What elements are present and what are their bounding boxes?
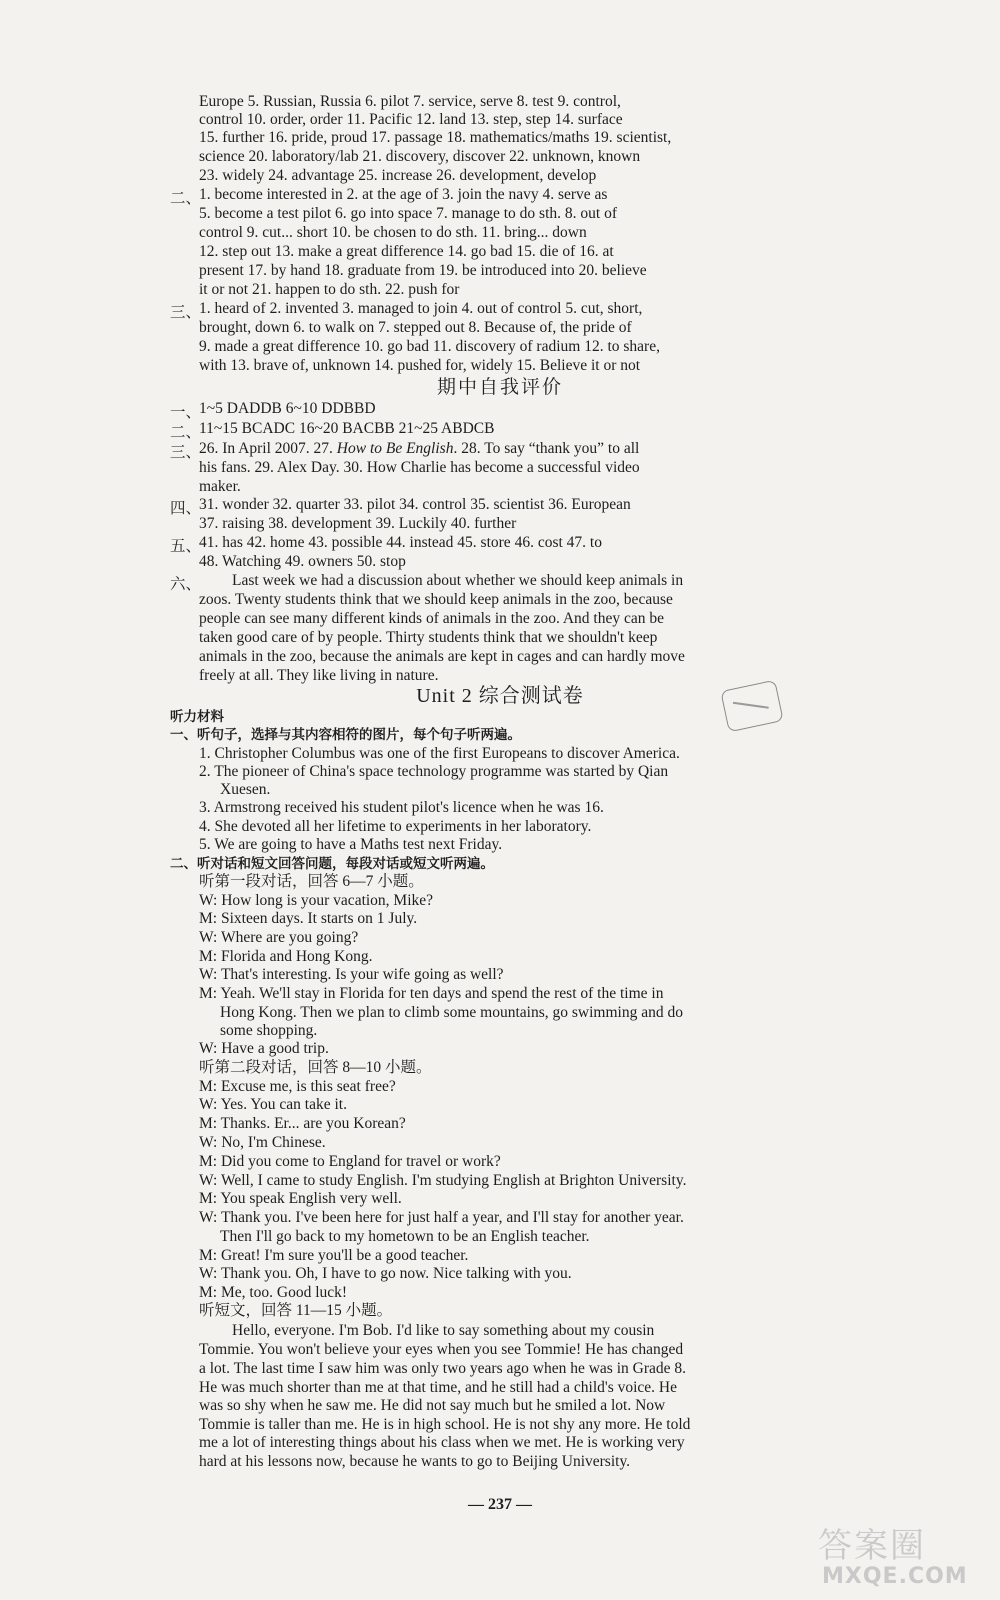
- answer-line: science 20. laboratory/lab 21. discovery, discover 22. unknown, known: [199, 148, 641, 165]
- section-marker: 六、: [170, 576, 202, 593]
- dialogue-line: W: Well, I came to study English. I'm studying English at Brighton University.: [199, 1172, 687, 1189]
- answer-line: 11~15 BCADC 16~20 BACBB 21~25 ABDCB: [199, 420, 495, 437]
- essay-line: taken good care of by people. Thirty students think that we shouldn't keep: [199, 629, 658, 646]
- question-heading: 二、听对话和短文回答问题，每段对话或短文听两遍。: [170, 856, 494, 872]
- passage-line: Hello, everyone. I'm Bob. I'd like to say something about my cousin: [232, 1322, 655, 1339]
- answer-line: with 13. brave of, unknown 14. pushed for, widely 15. Believe it or not: [199, 357, 641, 374]
- answer-line: 1. become interested in 2. at the age of 3. join the navy 4. serve as: [199, 186, 608, 203]
- answer-line: 15. further 16. pride, proud 17. passage 18. mathematics/maths 19. scientist,: [199, 129, 672, 146]
- dialogue-line: Then I'll go back to my hometown to be an English teacher.: [220, 1228, 590, 1245]
- answer-line: Europe 5. Russian, Russia 6. pilot 7. service, serve 8. test 9. control,: [199, 93, 621, 110]
- essay-line: people can see many different kinds of animals in the zoo. And they can be: [199, 610, 664, 627]
- answer-text: 26. In April 2007. 27.: [199, 440, 337, 457]
- listening-sentence: 3. Armstrong received his student pilot's licence when he was 16.: [199, 799, 604, 816]
- passage-line: was so shy when he saw me. He did not say much but he smiled a lot. Now: [199, 1397, 666, 1414]
- passage-line: Tommie is taller than me. He is in high school. He is not shy any more. He told: [199, 1416, 691, 1433]
- passage-line: Tommie. You won't believe your eyes when you see Tommie! He has changed: [199, 1341, 684, 1358]
- section-marker: 四、: [170, 500, 202, 517]
- watermark-logo: [810, 1518, 990, 1594]
- dialogue-line: M: You speak English very well.: [199, 1190, 402, 1207]
- watermark-text: 答案圈: [818, 1526, 926, 1566]
- question-heading: 一、听句子，选择与其内容相符的图片，每个句子听两遍。: [170, 727, 521, 743]
- answer-line: 41. has 42. home 43. possible 44. instead 45. store 46. cost 47. to: [199, 534, 602, 551]
- passage-line: 听短文，回答 11—15 小题。: [199, 1302, 393, 1319]
- listening-sentence: Xuesen.: [220, 781, 271, 798]
- section-marker: 三、: [170, 444, 202, 461]
- page-number: — 237 —: [468, 1496, 532, 1513]
- dialogue-line: some shopping.: [220, 1022, 318, 1039]
- midterm-title: 期中自我评价: [436, 377, 563, 398]
- dialogue-line: M: Florida and Hong Kong.: [199, 948, 373, 965]
- essay-line: zoos. Twenty students think that we should keep animals in the zoo, because: [199, 591, 673, 608]
- answer-text: . 28. To say “thank you” to all: [453, 440, 640, 457]
- essay-line: animals in the zoo, because the animals are kept in cages and can hardly move: [199, 648, 685, 665]
- dialogue-line: M: Thanks. Er... are you Korean?: [199, 1115, 406, 1132]
- section-marker: 三、: [170, 304, 202, 321]
- answer-line: 48. Watching 49. owners 50. stop: [199, 553, 406, 570]
- essay-line: Last week we had a discussion about whether we should keep animals in: [232, 572, 684, 589]
- passage-line: He was much shorter than me at that time, and he still had a child's voice. He: [199, 1379, 677, 1396]
- answer-line: 5. become a test pilot 6. go into space 7. manage to do sth. 8. out of: [199, 205, 617, 222]
- dialogue-line: M: Excuse me, is this seat free?: [199, 1078, 396, 1095]
- book-title: How to Be English: [336, 440, 454, 457]
- section-heading: 听力材料: [170, 709, 224, 725]
- answer-line: his fans. 29. Alex Day. 30. How Charlie has become a successful video: [199, 459, 640, 476]
- dialogue-line: W: Yes. You can take it.: [199, 1096, 347, 1113]
- dialogue-line: W: Have a good trip.: [199, 1040, 329, 1057]
- section-marker: 二、: [170, 190, 202, 207]
- dialogue-line: W: Where are you going?: [199, 929, 359, 946]
- answer-line: 1~5 DADDB 6~10 DDBBD: [199, 400, 376, 417]
- section-marker: 二、: [170, 424, 202, 441]
- dialogue-line: M: Me, too. Good luck!: [199, 1284, 348, 1301]
- dialogue-line: 听第二段对话，回答 8—10 小题。: [199, 1059, 432, 1076]
- dialogue-line: M: Sixteen days. It starts on 1 July.: [199, 910, 418, 927]
- dialogue-line: W: That's interesting. Is your wife going as well?: [199, 966, 504, 983]
- listening-sentence: 1. Christopher Columbus was one of the first Europeans to discover America.: [199, 745, 680, 762]
- listening-sentence: 2. The pioneer of China's space technology programme was started by Qian: [199, 763, 669, 780]
- dialogue-line: W: Thank you. I've been here for just half a year, and I'll stay for another year.: [199, 1209, 684, 1226]
- dialogue-line: W: Thank you. Oh, I have to go now. Nice talking with you.: [199, 1265, 572, 1282]
- unit2-title: Unit 2 综合测试卷: [416, 685, 584, 707]
- dialogue-line: Hong Kong. Then we plan to climb some mountains, go swimming and do: [220, 1004, 683, 1021]
- passage-line: a lot. The last time I saw him was only two years ago when he was in Grade 8.: [199, 1360, 686, 1377]
- section-marker: 五、: [170, 538, 202, 555]
- answer-line: 12. step out 13. make a great difference 14. go bad 15. die of 16. at: [199, 243, 614, 260]
- dialogue-line: M: Did you come to England for travel or work?: [199, 1153, 501, 1170]
- section-marker: 一、: [170, 404, 202, 421]
- answer-line: present 17. by hand 18. graduate from 19. be introduced into 20. believe: [199, 262, 647, 279]
- dialogue-line: W: How long is your vacation, Mike?: [199, 892, 434, 909]
- listening-sentence: 5. We are going to have a Maths test next Friday.: [199, 836, 503, 853]
- answer-line: 31. wonder 32. quarter 33. pilot 34. control 35. scientist 36. European: [199, 496, 631, 513]
- answer-line: brought, down 6. to walk on 7. stepped out 8. Because of, the pride of: [199, 319, 632, 336]
- passage-line: me a lot of interesting things about his class when we met. He is working very: [199, 1434, 685, 1451]
- answer-line: 23. widely 24. advantage 25. increase 26. development, develop: [199, 167, 597, 184]
- answer-line: 37. raising 38. development 39. Luckily 40. further: [199, 515, 517, 532]
- answer-line: it or not 21. happen to do sth. 22. push for: [199, 281, 460, 298]
- answer-line: 1. heard of 2. invented 3. managed to join 4. out of control 5. cut, short,: [199, 300, 643, 317]
- answer-line: control 9. cut... short 10. be chosen to do sth. 11. bring... down: [199, 224, 587, 241]
- listening-sentence: 4. She devoted all her lifetime to experiments in her laboratory.: [199, 818, 592, 835]
- dialogue-line: M: Yeah. We'll stay in Florida for ten days and spend the rest of the time in: [199, 985, 664, 1002]
- dialogue-line: M: Great! I'm sure you'll be a good teacher.: [199, 1247, 469, 1264]
- answer-line: 9. made a great difference 10. go bad 11. discovery of radium 12. to share,: [199, 338, 660, 355]
- dialogue-line: 听第一段对话，回答 6—7 小题。: [199, 873, 424, 890]
- answer-line: [199, 440, 639, 459]
- answer-line: maker.: [199, 478, 241, 495]
- passage-line: hard at his lessons now, because he wants to go to Beijing University.: [199, 1453, 631, 1470]
- watermark-url: MXQE.COM: [822, 1564, 968, 1589]
- dialogue-line: W: No, I'm Chinese.: [199, 1134, 326, 1151]
- essay-line: freely at all. They like living in nature.: [199, 667, 439, 684]
- answer-line: control 10. order, order 11. Pacific 12. land 13. step, step 14. surface: [199, 111, 623, 128]
